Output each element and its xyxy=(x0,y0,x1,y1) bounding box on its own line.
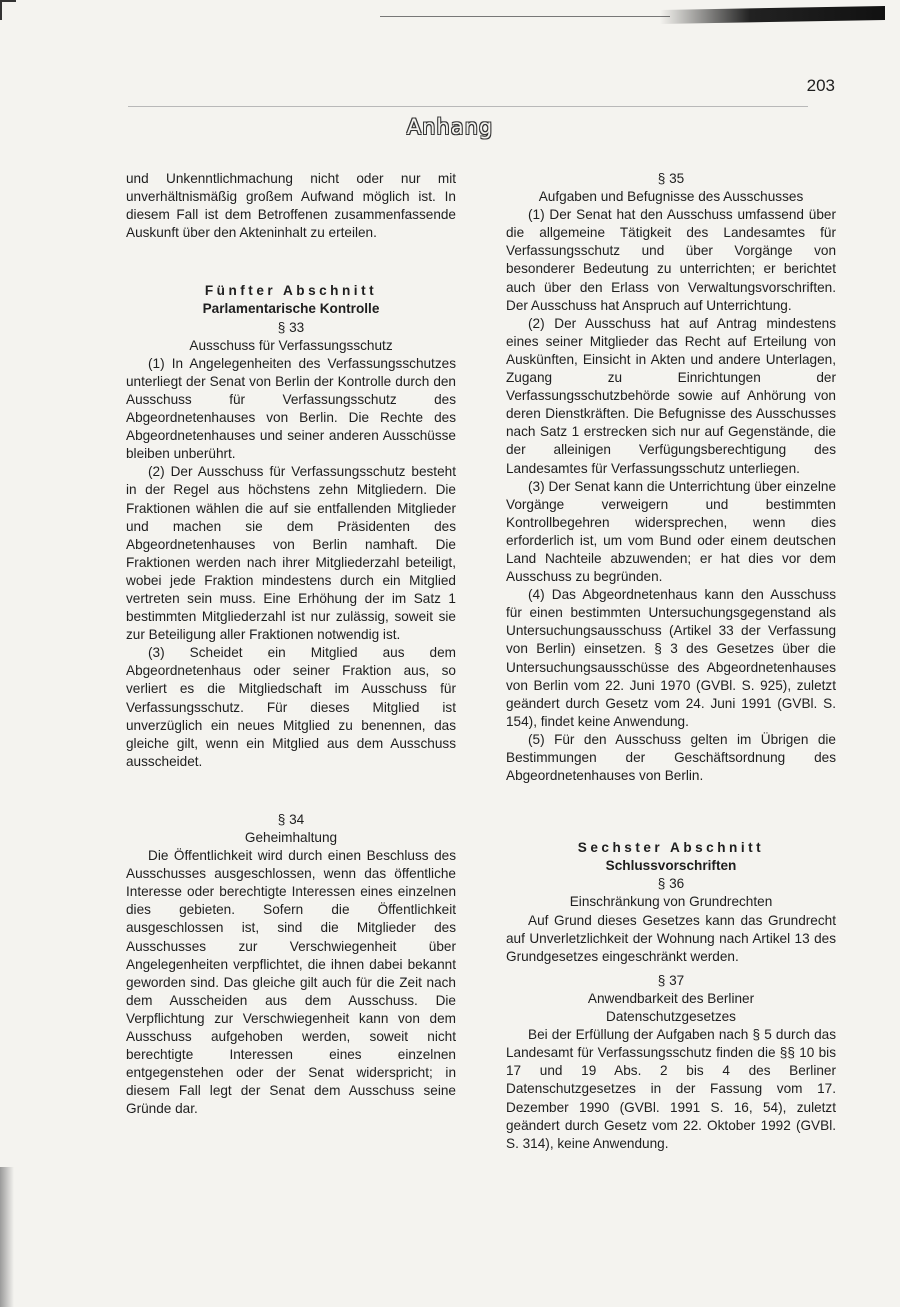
paragraph-text: Auf Grund dieses Gesetzes kann das Grundrecht auf Unverletzlichkeit der Wohnung nach Artikel 13 des Grundgesetzes eingeschränkt werden. xyxy=(506,912,836,964)
scan-shadow-bar xyxy=(660,6,885,24)
section-heading: Fünfter Abschnitt xyxy=(204,283,378,299)
subsection-text: (2) Der Ausschuss für Verfassungsschutz besteht in der Regel aus höchstens zehn Mitgliedern. Die Fraktionen wählen die auf sie entfallenden Mitglieder und machen sie dem Präsidenten des Abgeordnetenhauses von Berlin namhaft. Die Fraktionen werden nach ihrer Mitgliederzahl beteiligt, wobei jede Fraktion mindestens durch ein Mitglied vertreten sein muss. Eine Erhöhung der im Satz 1 bestimmten Mitgliederzahl ist nur zulässig, soweit sie zur Beteiligung aller Fraktionen notwendig ist. xyxy=(126,464,456,643)
section-title: Schlussvorschriften xyxy=(605,858,737,874)
paragraph-title: Geheimhaltung xyxy=(244,830,338,845)
subsection-text: (1) In Angelegenheiten des Verfassungsschutzes unterliegt der Senat von Berlin der Kontrolle durch den Ausschuss für Verfassungsschutz des Abgeordnetenhauses von Berlin. Die Rechte des Abgeordnetenhauses und seiner anderen Ausschüsse bleiben unberührt. xyxy=(126,355,456,462)
paragraph-number: § 37 xyxy=(657,972,685,988)
paragraph-title: Ausschuss für Verfassungsschutz xyxy=(189,337,393,353)
page-number: 203 xyxy=(806,76,835,95)
header-rule xyxy=(128,106,808,107)
subsection-text: (2) Der Ausschuss hat auf Antrag mindestens eines seiner Mitglieder das Recht auf Erteilung von Auskünften, Einsicht in Akten und andere Unterlagen, Zugang zu Einrichtungen der Verfassungsschutzbehörde sowie auf Anhörung von deren Dienstkräften. Die Befugnisse des Ausschusses nach Satz 1 erstrecken sich nur auf Gegenstände, die der alleinigen Verfügungsberechtigung des Landesamtes für Verfassungsschutz unterliegen. xyxy=(506,315,836,476)
paragraph-text: Die Öffentlichkeit wird durch einen Beschluss des Ausschusses ausgeschlossen, wenn das öffentliche Interesse oder berechtigte Interessen eines einzelnen dies gebieten. Sofern die Öffentlichkeit ausgeschlossen ist, sind die Mitglieder des Ausschusses zur Verschwiegenheit über Angelegenheiten verpflichtet, die ihnen dabei bekannt geworden sind. Das gleiche gilt auch für die Zeit nach dem Ausscheiden aus dem Ausschuss. Die Verpflichtung zur Verschwiegenheit kann von dem Ausschuss aufgehoben werden, soweit nicht berechtigte Interessen eines einzelnen entgegenstehen oder der Senat widerspricht; in diesem Fall legt der Senat dem Ausschuss seine Gründe dar. xyxy=(126,848,456,1117)
paragraph-title: Datenschutzgesetzes xyxy=(606,1009,736,1025)
paragraph-title: Aufgaben und Befugnisse des Ausschusses xyxy=(538,189,804,205)
scan-edge-line xyxy=(380,16,670,17)
subsection-text: (1) Der Senat hat den Ausschuss umfassend über die allgemeine Tätigkeit des Landesamtes für Verfassungsschutz und über Vorgänge von besonderer Bedeutung zu unterrichten; er berichtet auch über den Erlass von Verwaltungsvorschriften. Der Ausschuss hat Anspruch auf Unterrichtung. xyxy=(506,207,836,313)
running-head: Anhang xyxy=(406,115,494,139)
subsection-text: (5) Für den Ausschuss gelten im Übrigen die Bestimmungen der Geschäftsordnung des Abgeordnetenhauses von Berlin. xyxy=(506,731,836,784)
section-heading: Sechster Abschnitt xyxy=(577,840,765,856)
book-spine-shadow xyxy=(0,1167,14,1307)
paragraph-number: § 35 xyxy=(657,171,685,186)
paragraph-number: § 34 xyxy=(277,811,305,827)
subsection-text: (3) Scheidet ein Mitglied aus dem Abgeordnetenhaus oder seiner Fraktion aus, so verliert es die Mitgliedschaft im Ausschuss für Verfassungsschutz. Für dieses Mitglied ist unverzüglich ein neues Mitglied zu benennen, das gleiche gilt, wenn ein Mitglied aus dem Ausschuss ausscheidet. xyxy=(126,645,456,769)
paragraph-title: Einschränkung von Grundrechten xyxy=(569,894,773,910)
left-column xyxy=(126,170,456,1119)
subsection-text: (3) Der Senat kann die Unterrichtung über einzelne Vorgänge verweigern und bestimmten Kontrollbegehren widersprechen, wenn dies erforderlich ist, um vom Bund oder einem deutschen Land Nachteile abzuwenden; er hat dies vor dem Ausschuss zu begründen. xyxy=(506,478,836,585)
right-column xyxy=(506,170,836,1153)
subsection-text: (4) Das Abgeordnetenhaus kann den Ausschuss für einen bestimmten Untersuchungsgegenstand als Untersuchungsausschuss (Artikel 33 der Verfassung von Berlin) einsetzen. § 3 des Gesetzes über die Untersuchungsausschüsse des Abgeordnetenhauses von Berlin vom 22. Juni 1970 (GVBl. S. 925), zuletzt geändert durch Gesetz vom 24. Juni 1991 (GVBl. S. 154), findet keine Anwendung. xyxy=(506,587,836,729)
section-title: Parlamentarische Kontrolle xyxy=(202,301,380,317)
paragraph-title: Anwendbarkeit des Berliner xyxy=(587,990,755,1006)
paragraph-number: § 36 xyxy=(657,876,685,892)
paragraph-text: Bei der Erfüllung der Aufgaben nach § 5 durch das Landesamt für Verfassungsschutz finden die §§ 10 bis 17 und 19 Abs. 2 bis 4 des Berliner Datenschutzgesetzes in der Fassung vom 17. Dezember 1990 (GVBl. 1991 S. 16, 54), zuletzt geändert durch Gesetz vom 22. Oktober 1992 (GVBl. S. 314), keine Anwendung. xyxy=(506,1027,836,1151)
scan-corner-mark xyxy=(0,0,16,20)
continuation-paragraph: und Unkenntlichmachung nicht oder nur mit unverhältnismäßig großem Aufwand möglich ist. In diesem Fall ist dem Betroffenen zusammenfassende Auskunft über den Akteninhalt zu erteilen. xyxy=(126,171,456,241)
paragraph-number: § 33 xyxy=(277,319,305,335)
